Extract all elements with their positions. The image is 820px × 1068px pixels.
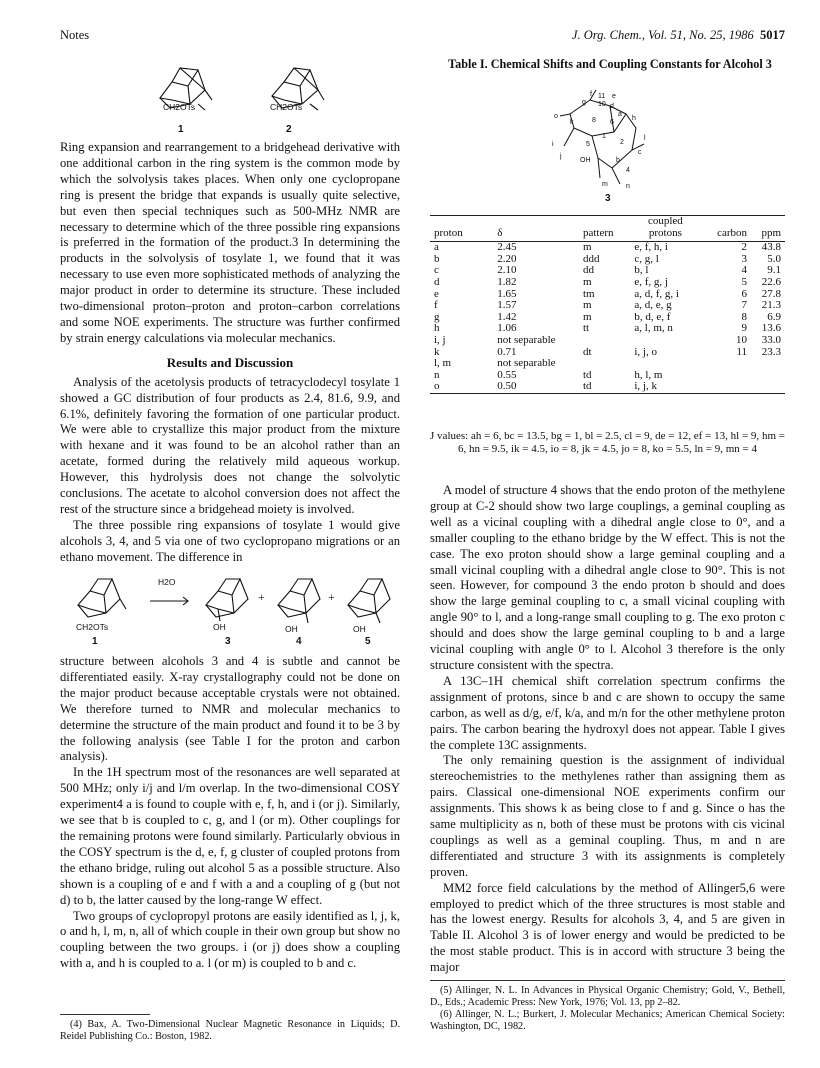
struct-label-e: e [612, 93, 616, 100]
table-body [430, 242, 785, 394]
table-row [430, 323, 785, 335]
cell-pattern: td [582, 368, 592, 381]
footnote-rule-right [430, 980, 785, 981]
left-column-upper [60, 140, 400, 566]
cell-proton: g [434, 310, 440, 323]
struct-label-l: l [644, 135, 646, 142]
cell-carbon: 7 [741, 299, 748, 312]
footnote-5: (5) Allinger, N. L. In Advances in Physical Organic Chemistry; Gold, V., Bethell, D., Eds.; Academic Press: New York, 1976; Vol. 13, pp 2–82. [430, 985, 785, 1008]
paragraph-13c-correlation: A 13C–1H chemical shift correlation spectrum confirms the assignment of protons, since b and c are shown to occupy the same carbon, as well as d/g, e/f, k/a, and m/n for the other methylene proton pairs. The carbon bearing the hydroxyl does not appear. Table I gives the complete 13C assignments. [430, 673, 785, 752]
cell-shift: 2.20 [497, 252, 517, 265]
right-column-text [430, 483, 785, 976]
struct-label-j: j [560, 153, 562, 160]
scheme-structure-5 [348, 579, 390, 623]
cell-coupled: a, d, e, g [634, 299, 672, 312]
cell-ppm [751, 370, 785, 382]
scheme-oh-4: OH [285, 624, 298, 634]
struct-label-a: a [618, 111, 622, 118]
struct-label-i: i [552, 141, 554, 148]
footnotes-right [430, 985, 785, 1033]
struct-label-h: h [632, 115, 636, 122]
cell-ppm: 27.8 [761, 287, 781, 300]
cell-proton: b [434, 252, 440, 265]
cell-shift: 0.50 [497, 380, 517, 393]
struct-label-k: k [570, 119, 574, 126]
cell-carbon [704, 381, 751, 393]
structure-1-number: 1 [178, 124, 184, 135]
cell-carbon: 2 [741, 241, 748, 254]
scheme-oh-3: OH [213, 622, 226, 632]
cell-carbon: 4 [741, 264, 748, 277]
structure-2-number: 2 [286, 124, 292, 135]
cell-carbon: 9 [741, 322, 748, 335]
cell-shift: 2.10 [497, 264, 517, 277]
cell-proton: i, j [434, 333, 446, 346]
cell-shift: 0.55 [497, 368, 517, 381]
struct-label-8: 8 [592, 117, 596, 124]
cell-carbon: 6 [741, 287, 748, 300]
struct-label-m: m [602, 181, 608, 188]
paragraph-model-structure-4: A model of structure 4 shows that the endo proton of the methylene group at C-2 should show two large couplings, a geminal coupling as well as a vicinal coupling with a dihedral angle close to 0°, and a smaller coupling to the ethano bridge by the W effect. This is not the case. The exo proton should show a large geminal coupling and a small vicinal coupling with a dihedral angle close to 90°. This is not seen. However, for compound 3 the endo proton b should and does show the large geminal coupling to c, a small vicinal coupling with angle 90° to l, and a long-range small coupling to g. The exo proton c should and does show the large geminal coupling to b and a large vicinal coupling with angle 0° to l. Alcohol 3 therefore is the only structure consistent with the spectra. [430, 483, 785, 672]
cell-pattern [579, 335, 626, 347]
cell-pattern: tt [582, 322, 590, 335]
table-row [430, 289, 785, 301]
scheme-number-3: 3 [225, 636, 231, 647]
cell-shift: 2.45 [497, 241, 517, 254]
cell-pattern: dd [582, 264, 594, 277]
cell-pattern: m [582, 310, 592, 323]
table-row [430, 254, 785, 266]
cell-carbon [704, 370, 751, 382]
table-row [430, 242, 785, 254]
struct-label-6: 6 [610, 119, 614, 126]
paragraph-ring-expansions: The three possible ring expansions of tosylate 1 would give alcohols 3, 4, and 5 via one of two cyclopropano migrations or an ethano movement. The difference in [60, 517, 400, 564]
cell-coupled: h, l, m [634, 368, 663, 381]
paragraph-cyclopropyl: Two groups of cyclopropyl protons are easily identified as l, j, k, o and h, l, m, n, all of which couple in their own group but show no coupling between the two groups. i (or j) does show a coupling with a, and h is coupled to a. l (or m) is coupled to b and c. [60, 908, 400, 971]
col-header-carbon: carbon [717, 226, 748, 239]
cell-shift: 1.57 [497, 299, 517, 312]
struct-label-oh: OH [580, 157, 591, 164]
cell-carbon: 8 [741, 310, 748, 323]
table-row [430, 277, 785, 289]
j-values: J values: ah = 6, bc = 13.5, bg = 1, bl = 2.5, cl = 9, de = 12, ef = 13, hl = 9, hm = 6, hn = 9.5, ik = 4.5, io = 8, jk = 4.5, jo = 8, ko = 5.5, ln = 9, mn = 4 [430, 430, 785, 455]
table-1 [430, 215, 785, 394]
table-row [430, 370, 785, 382]
cell-coupled: b, d, e, f [634, 310, 671, 323]
footnote-6: (6) Allinger, N. L.; Burkert, J. Molecular Mechanics; American Chemical Society: Washington, DC, 1982. [430, 1009, 785, 1032]
cell-ppm [751, 381, 785, 393]
structure-2-substituent: CH2OTs [270, 102, 303, 112]
cell-proton: n [434, 368, 440, 381]
cell-pattern: m [582, 275, 592, 288]
cell-carbon: 5 [741, 275, 748, 288]
cell-pattern [579, 358, 626, 370]
scheme-plus-1: + [258, 590, 265, 604]
cell-coupled: c, g, l [634, 252, 659, 265]
cell-pattern: dt [582, 345, 592, 358]
footnote-4 [60, 1019, 400, 1043]
cell-carbon: 10 [736, 333, 748, 346]
scheme-reagent: H2O [158, 577, 176, 587]
left-column-lower [60, 654, 400, 972]
cell-ppm: 5.0 [767, 252, 781, 265]
cell-ppm: 22.6 [761, 275, 781, 288]
footnote-4-text: (4) Bax, A. Two-Dimensional Nuclear Magnetic Resonance in Liquids; D. Reidel Publishing Co.: Boston, 1982. [60, 1019, 400, 1042]
col-header-pattern: pattern [582, 226, 614, 239]
running-header-journal [495, 28, 785, 43]
scheme-number-4: 4 [296, 636, 302, 647]
struct-label-4: 4 [626, 167, 630, 174]
struct-label-o: o [554, 113, 558, 120]
struct-label-c: c [638, 149, 642, 156]
cell-ppm: 43.8 [761, 241, 781, 254]
cell-proton: k [434, 345, 440, 358]
cell-ppm [751, 358, 785, 370]
cell-coupled: e, f, g, j [634, 275, 668, 288]
cell-shift: 1.82 [497, 275, 517, 288]
cell-shift: 1.42 [497, 310, 517, 323]
table-row [430, 381, 785, 393]
structure-1-substituent: CH2OTs [163, 102, 196, 112]
table-row [430, 347, 785, 359]
page-number: 5017 [760, 28, 785, 42]
struct-label-d: d [610, 103, 614, 110]
paragraph-1h-spectrum: In the 1H spectrum most of the resonances are well separated at 500 MHz; only i/j and l/m overlap. In the two-dimensional COSY experiment4 a is found to couple with e, f, h, and i (or j). Similarly, we see that b is coupled to c, g, and l (or m). Other couplings for the remaining protons were found similarly. Particularly obvious in the COSY spectrum is the d, e, f, g cluster of coupled protons from the ethano bridge, ruling out alcohol 5 as a possible structure. Also shown is a coupling of e and f with a and a coupling of g (but not d) to b, the latter caused by the long-range W effect. [60, 765, 400, 907]
scheme-oh-5: OH [353, 624, 366, 634]
cell-carbon: 11 [736, 345, 748, 358]
cell-ppm: 21.3 [761, 299, 781, 312]
cell-coupled: e, f, h, i [634, 241, 668, 254]
paragraph-mm2: MM2 force field calculations by the method of Allinger5,6 were employed to predict which of the three structures is most stable and has the lowest energy. Results for alcohols 3, 4, and 5 are given in Table II. Alcohol 3 is of lower energy and would be predicted to be the most stable product. This is in accord with structure 3 being the major [430, 880, 785, 975]
cell-ppm: 13.6 [761, 322, 781, 335]
struct-label-n: n [626, 183, 630, 190]
cell-ppm: 33.0 [761, 333, 781, 346]
col-header-ppm: ppm [761, 226, 781, 239]
cell-pattern: tm [582, 287, 595, 300]
scheme-plus-2: + [328, 590, 335, 604]
cell-proton: c [434, 264, 439, 277]
paragraph-stereochemistry: The only remaining question is the assignment of individual stereochemistries to the methylenes rather than assigning them as pairs. Classical one-dimensional NOE experiments confirm our assignments. This shows k as being close to f and g. Since o has the same multiplicity as n, both of these must be protons with cis vicinal couplings as well as a geminal coupling. Thus, m and n are differentiated and structure 3 with its assignments is completely proven. [430, 753, 785, 879]
cell-shift: 1.65 [497, 287, 517, 300]
cell-ppm: 23.3 [761, 345, 781, 358]
scheme-start-substituent: CH2OTs [76, 622, 109, 632]
cell-proton: d [434, 275, 440, 288]
cell-pattern: td [582, 380, 592, 393]
struct-label-b: b [616, 157, 620, 164]
cell-coupled: i, j, k [634, 380, 657, 393]
struct-label-f: f [590, 91, 592, 98]
scheme-number-1: 1 [92, 636, 98, 647]
table-row [430, 300, 785, 312]
cell-proton: f [434, 299, 438, 312]
cell-proton: o [434, 380, 440, 393]
cell-ppm: 9.1 [767, 264, 781, 277]
cell-pattern: m [582, 241, 592, 254]
reaction-scheme [70, 575, 400, 645]
cell-coupled [626, 358, 704, 370]
reaction-arrow [150, 597, 188, 605]
struct-label-1: 1 [602, 133, 606, 140]
cell-coupled: a, l, m, n [634, 322, 673, 335]
cell-pattern: m [582, 299, 592, 312]
table-row [430, 358, 785, 370]
cell-coupled: i, j, o [634, 345, 657, 358]
paragraph-ring-expansion: Ring expansion and rearrangement to a bridgehead derivative with one additional carbon in the ring system is the common mode by which the solvolysis takes places. When only one cyclopropane ring is present the bridge that expands is usually quite selective, but even then special techniques such as 500-MHz NMR are necessary to determine which of the three possible ring expansions is preferred in the formation of the product.3 In determining the products in the solvolysis of tosylate 1, we found that it was necessary to use even more sophisticated methods of analyzing the major product in order to determine its structure. These included two-dimensional proton–proton and proton–carbon correlations and some NOE experiments. The structure was further confirmed by strain energy calculations via molecular mechanics. [60, 140, 400, 345]
struct-label-11: 11 [598, 93, 606, 100]
col-header-coupled: coupled protons [647, 215, 683, 239]
cell-pattern: ddd [582, 252, 600, 265]
table-caption: Table I. Chemical Shifts and Coupling Constants for Alcohol 3 [448, 57, 772, 71]
struct-label-10: 10 [598, 101, 606, 108]
scheme-number-5: 5 [365, 636, 371, 647]
cell-proton: e [434, 287, 439, 300]
scheme-structure-4 [278, 579, 320, 623]
table-row [430, 265, 785, 277]
cell-shift: not separable [497, 357, 556, 370]
col-header-delta: δ [497, 226, 503, 239]
cell-coupled: a, d, f, g, i [634, 287, 679, 300]
running-header-section: Notes [60, 28, 90, 42]
cell-proton: a [434, 241, 439, 254]
scheme-structure-1 [78, 579, 126, 617]
cell-shift: 1.06 [497, 322, 517, 335]
table-row [430, 335, 785, 347]
struct-label-5: 5 [586, 141, 590, 148]
cell-carbon: 3 [741, 252, 748, 265]
cell-ppm: 6.9 [767, 310, 781, 323]
paragraph-acetolysis: Analysis of the acetolysis products of tetracyclodecyl tosylate 1 showed a GC distribution of four products as 2.4, 81.6, 9.9, and 6.1%, definitely favoring the formation of one particular product. We were able to crystallize this major product from the mixture with hexane and it was found to be an alcohol rather than an acetate, formed during the relatively mild aqueous workup. However, this hydrolysis does not change the solvolytic conclusions. The acetate to alcohol conversion does not affect the rest of the structure since a bridgehead moiety is involved. [60, 374, 400, 516]
cell-proton: l, m [434, 357, 452, 370]
scheme-structure-3 [206, 579, 248, 621]
section-heading-results: Results and Discussion [166, 354, 294, 370]
cell-carbon [704, 358, 751, 370]
paragraph-structure-difference: structure between alcohols 3 and 4 is subtle and cannot be differentiated easily. X-ray crystallography could not be done on the major product because acceptable crystals were not obtained. We therefore turned to NMR and molecular mechanics to determine the structure of the main product and found it to be 3 by the following analysis (see Table I for the proton and carbon analysis). [60, 654, 400, 764]
cell-proton: h [434, 322, 440, 335]
cell-coupled [626, 335, 704, 347]
table-structure-number: 3 [605, 193, 611, 204]
cell-shift: 0.71 [497, 345, 517, 358]
col-header-proton: proton [434, 226, 463, 239]
struct-label-g: g [582, 99, 586, 106]
alcohol-3-structure [540, 88, 680, 198]
journal-citation: J. Org. Chem., Vol. 51, No. 25, 1986 [571, 28, 754, 42]
cell-shift: not separable [497, 333, 556, 346]
cell-coupled: b, l [634, 264, 649, 277]
footnote-rule-left [60, 1014, 150, 1015]
struct-label-2: 2 [620, 139, 624, 146]
table-row [430, 312, 785, 324]
